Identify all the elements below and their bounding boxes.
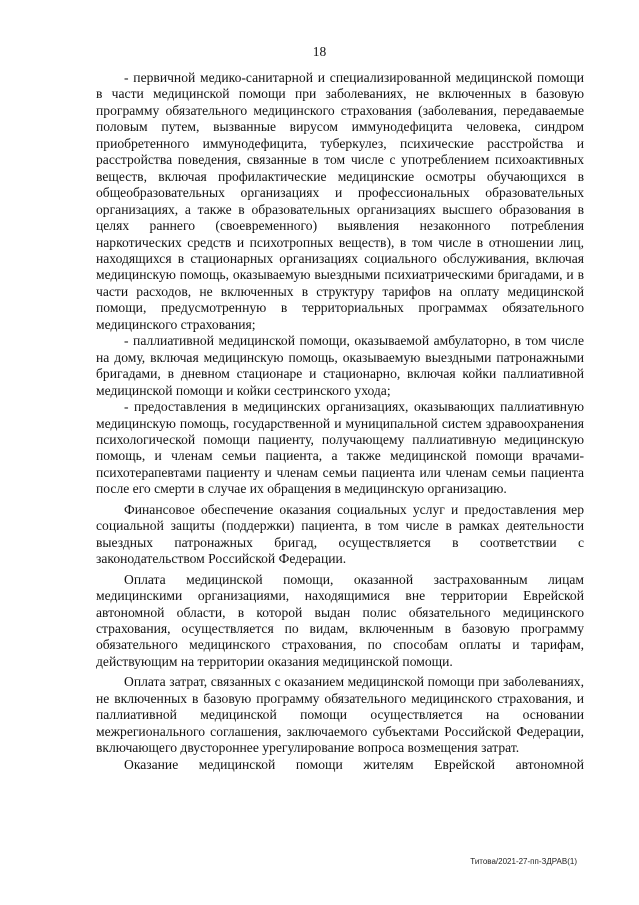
page-number: 18 bbox=[312, 44, 327, 59]
paragraph-payment-outside-region: Оплата медицинской помощи, оказанной застрахованным лицам медицинскими организациями, находящимися вне территории Еврейской автономной области, в которой выдан полис обязательного медицинского страхования, осуществляется по видам, включенным в базовую программу обязательного медицинского страхования, по способам оплаты и тарифам, действующим на территории оказания медицинской помощи. bbox=[96, 571, 584, 669]
document-body bbox=[96, 70, 584, 773]
paragraph-primary-care: - первичной медико-санитарной и специализированной медицинской помощи в части медицинской помощи при заболеваниях, не включенных в базовую программу обязательного медицинского страхования (заболевания, передаваемые половым путем, вызванные вирусом иммунодефицита человека, синдром приобретенного иммунодефицита, туберкулез, психические расстройства и расстройства поведения, связанные в том числе с употреблением психоактивных веществ, включая профилактические медицинские осмотры обучающихся в общеобразовательных организациях и профессиональных образовательных организациях, а также в образовательных организациях высшего образования в целях раннего (своевременного) выявления незаконного потребления наркотических средств и психотропных веществ), в том числе в отношении лиц, находящихся в стационарных организациях социального обслуживания, включая медицинскую помощь, оказываемую выездными психиатрическими бригадами, и в части расходов, не включенных в структуру тарифов на оплату медицинской помощи, предусмотренную в территориальных программах обязательного медицинского страхования; bbox=[96, 70, 584, 332]
paragraph-care-for-residents: Оказание медицинской помощи жителям Еврейской автономной bbox=[124, 756, 584, 772]
document-footer-code: Титова/2021-27-пп-ЗДРАВ(1) bbox=[470, 857, 577, 866]
paragraph-interregional-agreement: Оплата затрат, связанных с оказанием медицинской помощи при заболеваниях, не включенных в базовую программу обязательного медицинского страхования, и паллиативной медицинской помощи осуществляется на основании межрегионального соглашения, заключаемого субъектами Российской Федерации, включающего двустороннее урегулирование вопроса возмещения затрат. bbox=[96, 674, 584, 756]
paragraph-psychological-help: - предоставления в медицинских организациях, оказывающих паллиативную медицинскую помощь, государственной и муниципальной систем здравоохранения психологической помощи пациенту, получающему паллиативную медицинскую помощь, и членам семьи пациента, а также медицинской помощи врачами-психотерапевтами пациенту и членам семьи пациента или членам семьи пациента после его смерти в случае их обращения в медицинскую организацию. bbox=[96, 399, 584, 497]
paragraph-palliative-care: - паллиативной медицинской помощи, оказываемой амбулаторно, в том числе на дому, включая медицинскую помощь, оказываемую выездными патронажными бригадами, в дневном стационаре и стационарно, включая койки паллиативной медицинской помощи и койки сестринского ухода; bbox=[96, 333, 584, 398]
paragraph-social-services-funding: Финансовое обеспечение оказания социальных услуг и предоставления мер социальной защиты (поддержки) пациента, в том числе в рамках деятельности выездных патронажных бригад, осуществляется в соответствии с законодательством Российской Федерации. bbox=[96, 501, 584, 567]
